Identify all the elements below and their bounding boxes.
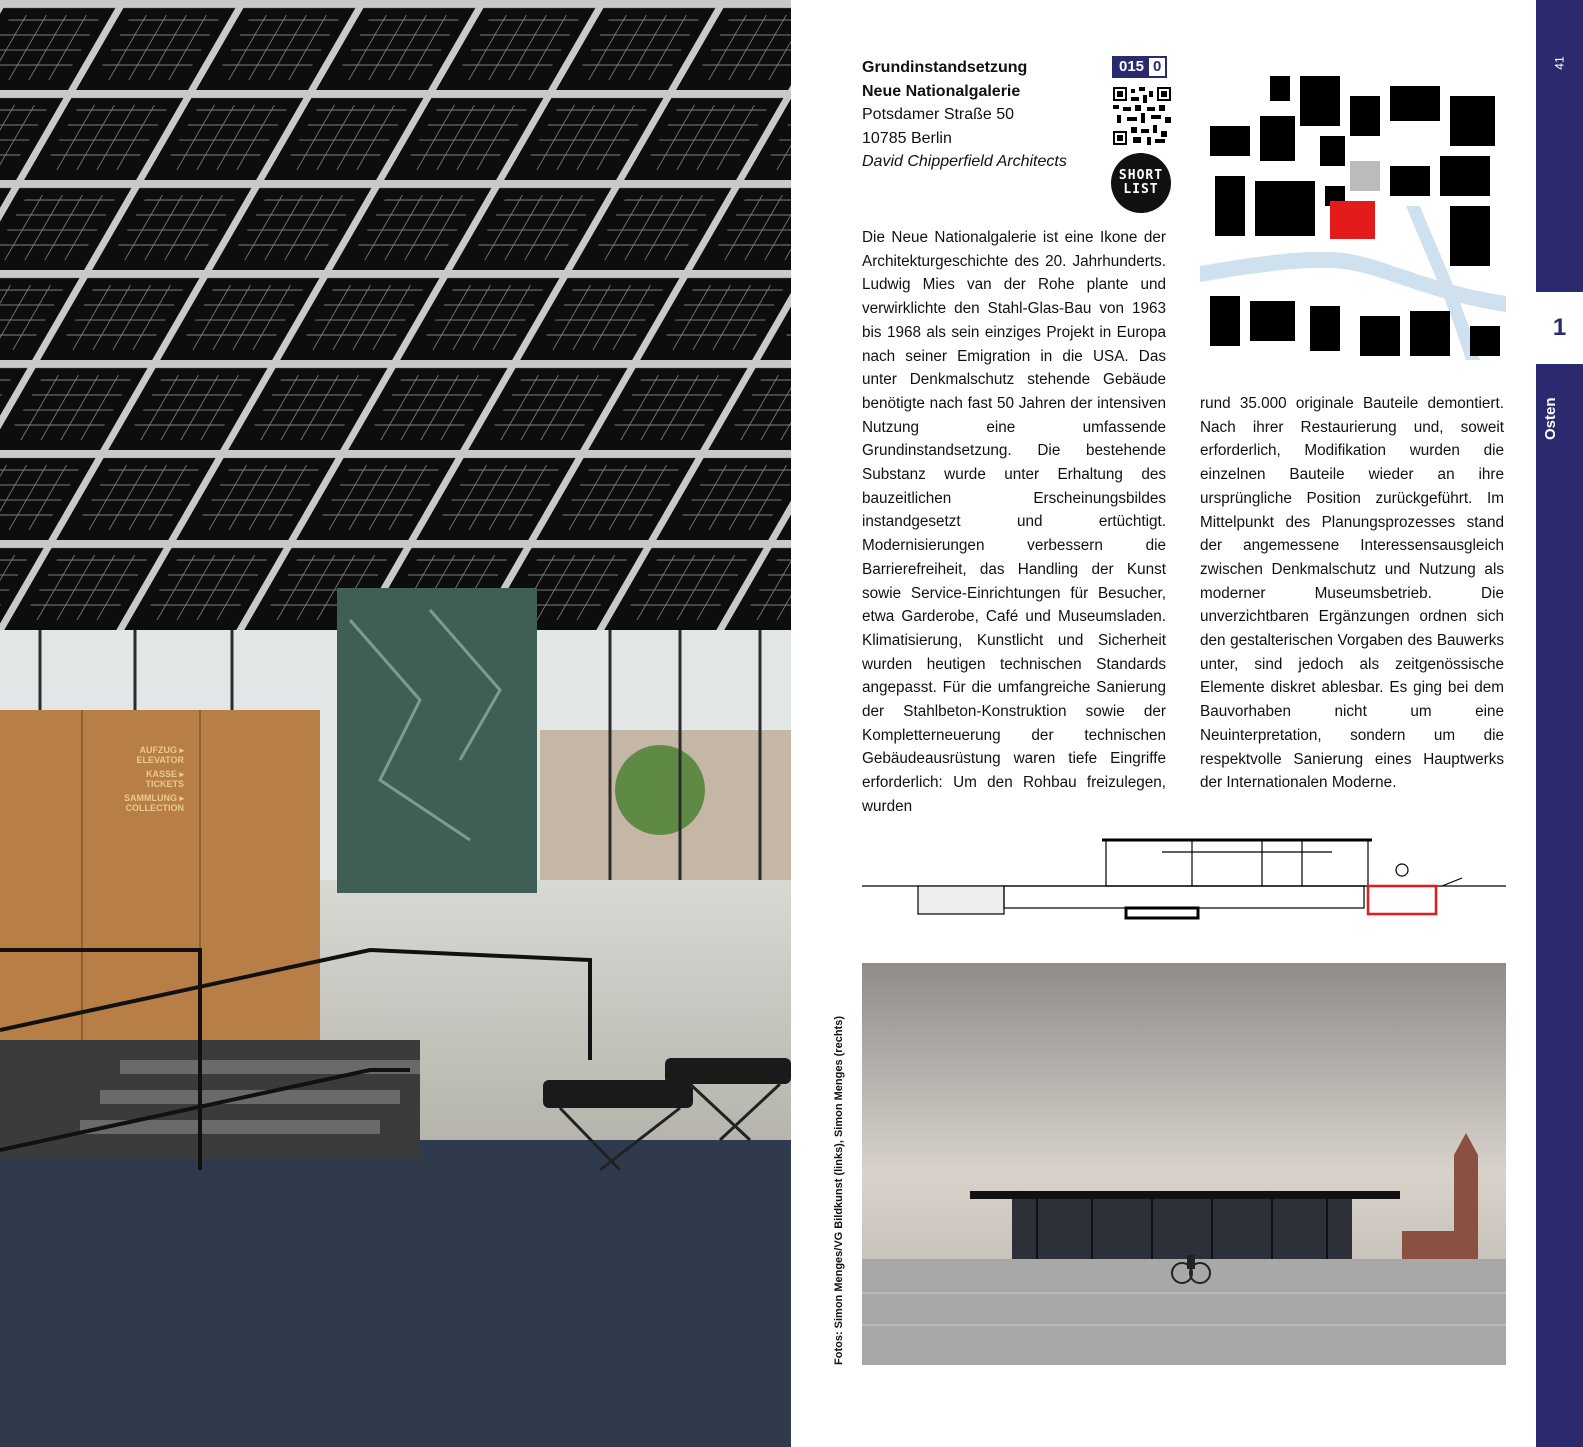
- shortlist-line1: SHORT: [1118, 168, 1164, 183]
- chapter-tab[interactable]: 1: [1536, 292, 1583, 364]
- site-plan-map: [1200, 56, 1506, 360]
- exterior-photo: [862, 963, 1506, 1365]
- address-city: 10785 Berlin: [862, 129, 952, 147]
- shortlist-badge: [1111, 153, 1171, 213]
- photo-credit: Fotos: Simon Menges/VG Bildkunst (links), Simon Menges (rechts): [833, 1016, 845, 1365]
- highlighted-building: [1330, 201, 1375, 239]
- architect-name: David Chipperfield Architects: [862, 153, 1067, 170]
- interior-photo: [0, 0, 791, 1447]
- project-code: 015: [1114, 58, 1149, 76]
- project-code-sub: 0: [1149, 58, 1165, 76]
- address-street: Potsdamer Straße 50: [862, 106, 1015, 123]
- project-header: [862, 56, 1122, 174]
- page-number: 41: [1552, 56, 1567, 70]
- exterior-photo-graphic: [862, 963, 1506, 1365]
- wayfinding-sign: [114, 745, 184, 813]
- sign-line: AUFZUG ▸: [139, 745, 184, 755]
- sign-line: KASSE ▸: [145, 769, 184, 779]
- project-code-badge: [1112, 56, 1167, 78]
- sign-line: ELEVATOR: [136, 755, 184, 765]
- shortlist-line2: LIST: [1123, 182, 1159, 197]
- body-text-column-2: rund 35.000 originale Bauteile demontiert. Nach ihrer Restaurierung und, soweit erforderlich, Modifikation wurden die einzelnen Bauteile wieder an ihre ursprüngliche Position zurückgeführt. Im Mittelpunkt des Planungsprozesses stand der angemessene Interessensausgleich zwischen Denkmalschutz und Nutzung als moderner Museumsbetrieb. Die unverzichtbaren Ergänzungen ordnen sich den gestalterischen Vorgaben des Bauwerks unter, sind jedoch als zeitgenössische Elemente diskret ablesbar. Es ging bei dem Bauvorhaben nicht um eine Neuinterpretation, sondern um die respektvolle Sanierung eines Hauptwerks der Internationalen Moderne.: [1200, 395, 1504, 792]
- chapter-sidebar: [1536, 0, 1583, 1447]
- region-label: Osten: [1542, 397, 1559, 440]
- body-text-column-1: Die Neue Nationalgalerie ist eine Ikone der Architekturgeschichte des 20. Jahrhunderts. Ludwig Mies van der Rohe plante und verwirklichte den Stahl-Glas-Bau von 1963 bis 1968 als sein einziges Projekt in Europa nach seiner Emigration in die USA. Das unter Denkmalschutz stehende Gebäude benötigte nach fast 50 Jahren der intensiven Nutzung eine umfassende Grundinstandsetzung. Die bestehende Substanz wurde unter Erhaltung des bauzeitlichen Erscheinungsbildes instandgesetzt und ertüchtigt. Modernisierungen verbessern die Barrierefreiheit, das Handling der Kunst sowie Service-Einrichtungen für Besucher, etwa Garderobe, Café und Museumsladen. Klimatisierung, Kunstlicht und Sicherheit wurden heutigen technischen Standards angepasst. Für die umfangreiche Sanierung der Stahlbeton-Konstruktion sowie der Kompletterneuerung der technischen Gebäudeausrüstung waren tiefe Eingriffe erforderlich: Um den Rohbau freizulegen, wurden: [862, 229, 1166, 815]
- project-title-line1: Grundinstandsetzung: [862, 59, 1028, 76]
- qr-code-icon[interactable]: [1113, 87, 1171, 145]
- highlighted-section: [1368, 886, 1436, 914]
- building-section-drawing: [862, 838, 1506, 924]
- sign-line: COLLECTION: [125, 803, 184, 813]
- interior-photo-graphic: [0, 0, 791, 1447]
- sign-line: SAMMLUNG ▸: [123, 793, 184, 803]
- sign-line: TICKETS: [145, 779, 184, 789]
- project-title-line2: Neue Nationalgalerie: [862, 82, 1021, 100]
